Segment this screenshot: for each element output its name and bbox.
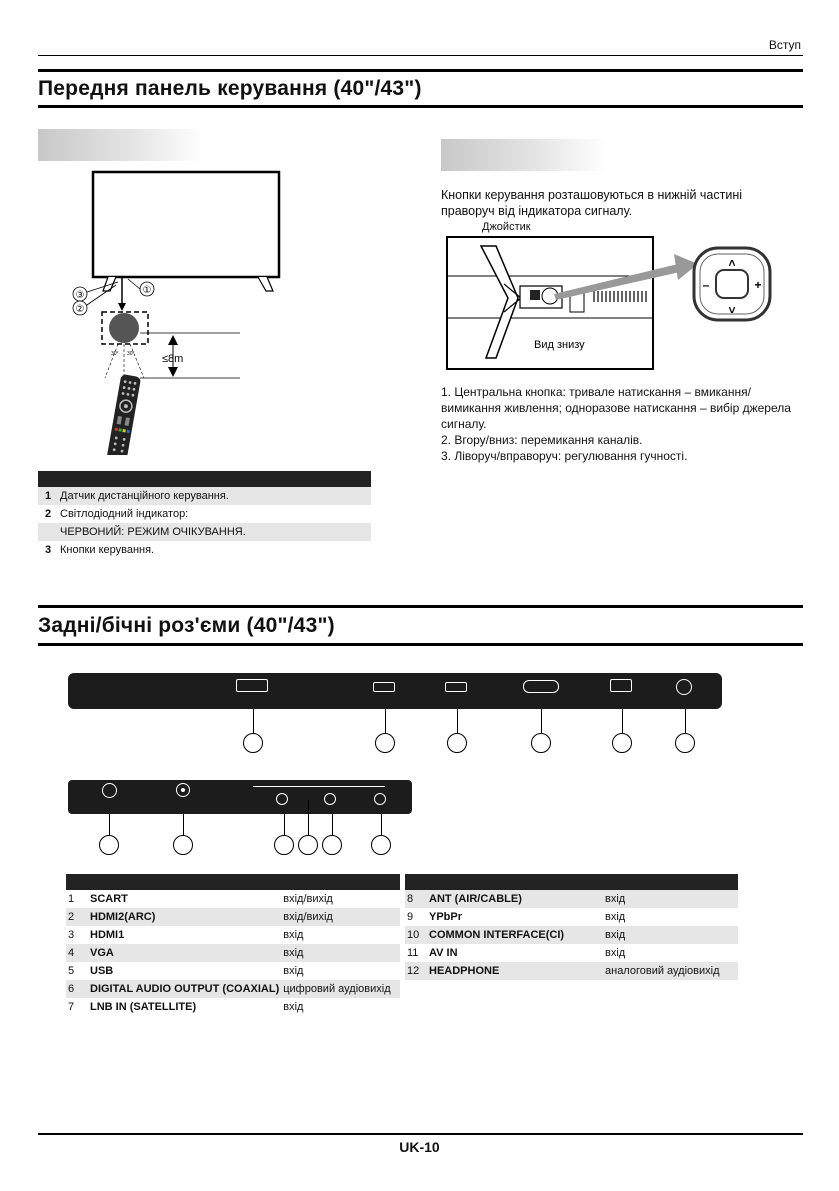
table-row (405, 890, 738, 908)
tv-front-diagram (60, 165, 290, 455)
section2-top-rule (38, 605, 803, 608)
connector-name: YPbPr (429, 911, 463, 923)
scart-port (236, 679, 268, 692)
row-num: 6 (66, 980, 88, 998)
callout-circle (298, 835, 318, 855)
angle-left-label: 30° (111, 351, 119, 357)
ir-window (530, 290, 540, 300)
table-row (38, 523, 371, 541)
connector-type: вхід (283, 965, 304, 977)
ir-sensor (109, 313, 139, 343)
ant-port (102, 783, 117, 798)
tv-right-foot (258, 277, 273, 291)
footer-rule (38, 1133, 803, 1135)
row-num: 7 (68, 1001, 75, 1013)
connector-type: аналоговий аудіовихід (603, 962, 738, 980)
legend-text: Світлодіодний індикатор: (60, 508, 189, 520)
table-row (38, 505, 371, 523)
table-row (38, 487, 371, 505)
connector-name: HDMI2(ARC) (88, 908, 281, 926)
av-jack (324, 793, 336, 805)
callout-2: ② (75, 304, 85, 315)
callout-circle (173, 835, 193, 855)
table-row (66, 944, 400, 962)
title-top-rule (38, 69, 803, 72)
remote-control (107, 374, 142, 455)
rear-connector-panel (68, 673, 722, 709)
side-connector-panel (68, 780, 412, 814)
table-row (66, 980, 400, 998)
ypbpr-jack (276, 793, 288, 805)
connector-name: HEADPHONE (427, 962, 603, 980)
header-section-label: Вступ (768, 38, 801, 52)
table-row (66, 926, 400, 944)
instruction-1: 1. Центральна кнопка: тривале натискання – вмикання/вимикання живлення; одноразове натискання – вибір джерела сигналу. (441, 385, 791, 431)
joystick-closeup (694, 248, 770, 320)
row-num: 11 (407, 947, 419, 959)
connector-type: цифровий аудіовихід (281, 980, 400, 998)
connector-name: ANT (AIR/CABLE) (427, 890, 603, 908)
bottom-view-diagram (446, 236, 776, 372)
table-header-bar (405, 874, 738, 890)
connector-type: вхід (603, 890, 738, 908)
legend-text: Кнопки керування. (60, 544, 155, 556)
table-row (405, 908, 738, 926)
table-row (66, 908, 400, 926)
angle-right-label: 30° (127, 351, 135, 357)
vga-port (523, 680, 559, 693)
connector-name: DIGITAL AUDIO OUTPUT (COAXIAL) (88, 980, 281, 998)
page-number: UK-10 (399, 1139, 440, 1155)
joystick-plus-icon: + (754, 278, 762, 292)
instruction-2: 2. Вгору/вниз: перемикання каналів. (441, 433, 643, 447)
callout-circle (612, 733, 632, 753)
legend-num: 3 (44, 544, 52, 556)
table-row (66, 962, 400, 980)
section2-bottom-rule (38, 643, 803, 646)
callout-circle (447, 733, 467, 753)
joystick-down-icon: ˅ (728, 303, 736, 317)
legend-num: 1 (38, 487, 58, 505)
bottom-view-label: Вид знизу (534, 339, 585, 351)
table-header-bar (66, 874, 400, 890)
callout-circle (99, 835, 119, 855)
callout-circle (375, 733, 395, 753)
table-row (405, 962, 738, 980)
table-row (66, 890, 400, 908)
row-num: 4 (66, 944, 88, 962)
connector-name: LNB IN (SATELLITE) (90, 1001, 197, 1013)
callout-circle (371, 835, 391, 855)
controls-description: Кнопки керування розташовуються в нижній частині праворуч від індикатора сигналу. (441, 188, 743, 218)
connector-name: HDMI1 (90, 929, 125, 941)
section1-title: Передня панель керування (40"/43") (38, 77, 422, 100)
ci-slot (253, 786, 385, 794)
instruction-3: 3. Ліворуч/вправоруч: регулювання гучності. (441, 449, 688, 463)
callout-circle (274, 835, 294, 855)
connector-type: вхід (605, 947, 626, 959)
table-row (38, 541, 371, 559)
connector-type: вхід (603, 926, 738, 944)
legend-text: Датчик дистанційного керування. (58, 487, 371, 505)
row-num: 12 (405, 962, 427, 980)
connector-type: вхід (283, 929, 304, 941)
right-heading-bar (441, 139, 606, 171)
legend-table (38, 471, 371, 559)
connector-name: VGA (88, 944, 281, 962)
optical-or-jack-port (676, 679, 692, 695)
left-heading-bar (38, 129, 203, 161)
table-row (405, 926, 738, 944)
callout-1: ① (142, 285, 152, 296)
connector-type: вхід (281, 944, 400, 962)
distance-label: ≤8m (162, 353, 184, 365)
row-num: 8 (405, 890, 427, 908)
row-num: 2 (66, 908, 88, 926)
hdmi2-port (373, 682, 395, 692)
connectors-table-left (66, 874, 400, 1016)
table-row (66, 998, 400, 1016)
section2-title: Задні/бічні роз'єми (40"/43") (38, 614, 335, 637)
headphone-jack (374, 793, 386, 805)
legend-num: 2 (44, 508, 52, 520)
connector-type: вхід/вихід (281, 908, 400, 926)
table-row (405, 944, 738, 962)
connector-name: AV IN (429, 947, 458, 959)
callout-circle (243, 733, 263, 753)
joystick-minus-icon: – (702, 278, 710, 292)
connectors-table-right (405, 874, 738, 980)
header-rule (38, 55, 803, 56)
connector-type: вхід (605, 911, 626, 923)
row-num: 3 (68, 929, 75, 941)
lnb-port (176, 783, 190, 797)
callout-3: ③ (75, 290, 85, 301)
legend-num (38, 523, 58, 541)
title-bottom-rule (38, 105, 803, 108)
row-num: 5 (68, 965, 75, 977)
tv-left-foot (103, 277, 116, 291)
legend-header-bar (38, 471, 371, 487)
callout-circle (531, 733, 551, 753)
connector-type: вхід/вихід (283, 893, 333, 905)
callout-circle (675, 733, 695, 753)
instructions-list (441, 384, 803, 464)
connector-name: USB (90, 965, 114, 977)
connector-type: вхід (283, 1001, 304, 1013)
callout-circle (322, 835, 342, 855)
usb-port (610, 679, 632, 692)
connector-name: SCART (90, 893, 128, 905)
joystick-label: Джойстик (482, 221, 531, 233)
hdmi1-port (445, 682, 467, 692)
connector-name: COMMON INTERFACE(CI) (427, 926, 603, 944)
tv-screen (93, 172, 279, 277)
row-num: 9 (407, 911, 414, 923)
legend-text: ЧЕРВОНИЙ: РЕЖИМ ОЧІКУВАННЯ. (58, 523, 371, 541)
joystick-up-icon: ˄ (728, 256, 736, 270)
row-num: 1 (68, 893, 75, 905)
row-num: 10 (405, 926, 427, 944)
